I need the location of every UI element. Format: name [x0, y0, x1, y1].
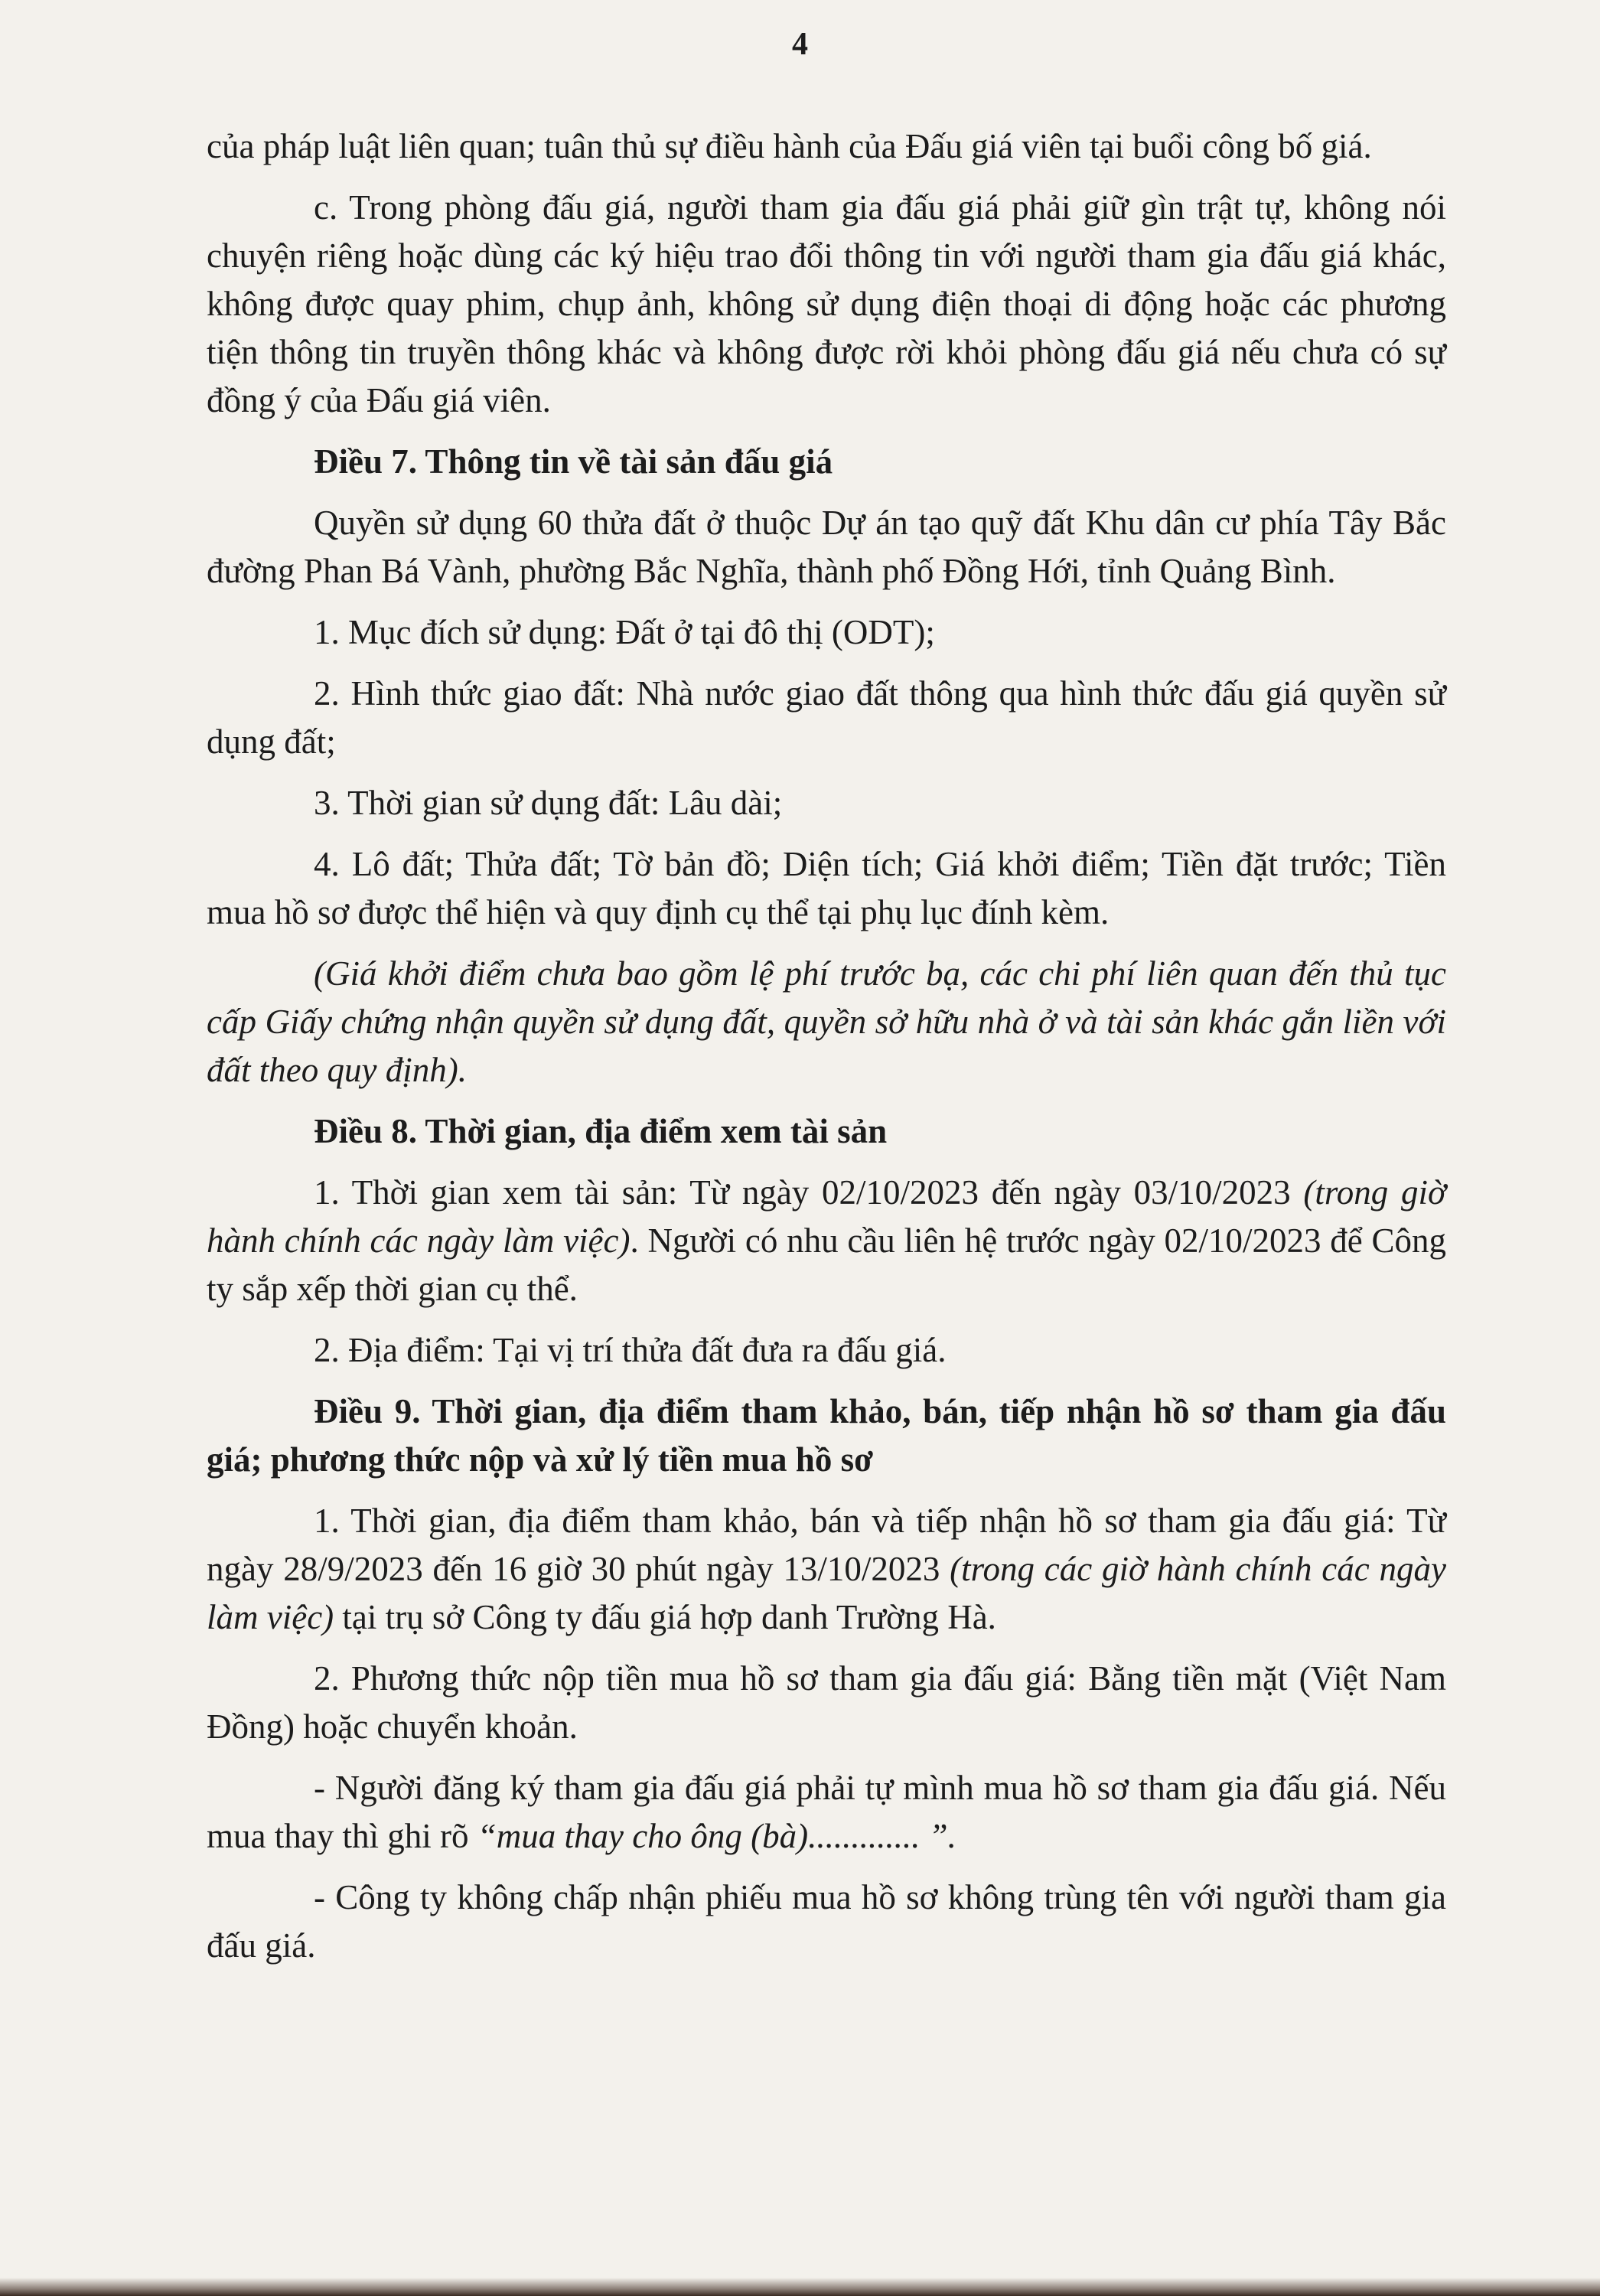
paragraph-continued: của pháp luật liên quan; tuân thủ sự điều hành của Đấu giá viên tại buổi công bố giá.	[207, 127, 1372, 165]
paragraph-lot-details: 4. Lô đất; Thửa đất; Tờ bản đồ; Diện tích; Giá khởi điểm; Tiền đặt trước; Tiền mua hồ sơ được thể hiện và quy định cụ thể tại phụ lục đính kèm.	[207, 845, 1446, 931]
article-9-heading: Điều 9. Thời gian, địa điểm tham khảo, bán, tiếp nhận hồ sơ tham gia đấu giá; phương thức nộp và xử lý tiền mua hồ sơ	[207, 1392, 1446, 1479]
self-purchase-text: - Người đăng ký tham gia đấu giá phải tự mình mua hồ sơ tham gia đấu giá. Nếu mua thay thì ghi rõ	[207, 1769, 1446, 1855]
paragraph-viewing-time	[207, 1169, 1446, 1313]
paragraph-payment-method: 2. Phương thức nộp tiền mua hồ sơ tham gia đấu giá: Bằng tiền mặt (Việt Nam Đồng) hoặc chuyển khoản.	[207, 1659, 1446, 1746]
dossier-time-text: 1. Thời gian, địa điểm tham khảo, bán và tiếp nhận hồ sơ tham gia đấu giá: Từ ngày 28/9/2023 đến 16 giờ 30 phút ngày 13/10/2023	[207, 1502, 1446, 1588]
article-8-heading: Điều 8. Thời gian, địa điểm xem tài sản	[314, 1112, 888, 1150]
paragraph-auction-room-rules: c. Trong phòng đấu giá, người tham gia đấu giá phải giữ gìn trật tự, không nói chuyện riêng hoặc dùng các ký hiệu trao đổi thông tin với người tham gia đấu giá khác, không được quay phim, chụp ảnh, không sử dụng điện thoại di động hoặc các phương tiện thông tin truyền thông khác và không được rời khỏi phòng đấu giá nếu chưa có sự đồng ý của Đấu giá viên.	[207, 188, 1446, 419]
self-purchase-quote: “mua thay cho ông (bà)............. ”.	[477, 1817, 956, 1855]
paragraph-land-use-term: 3. Thời gian sử dụng đất: Lâu dài;	[314, 784, 783, 822]
paragraph-land-allocation: 2. Hình thức giao đất: Nhà nước giao đất thông qua hình thức đấu giá quyền sử dụng đất;	[207, 674, 1446, 761]
dossier-time-place: tại trụ sở Công ty đấu giá hợp danh Trường Hà.	[334, 1598, 996, 1636]
viewing-time-text: 1. Thời gian xem tài sản: Từ ngày 02/10/2023 đến ngày 03/10/2023	[314, 1173, 1304, 1212]
paragraph-self-purchase	[207, 1764, 1446, 1861]
dossier-time-note: (trong các giờ hành chính các ngày làm việc)	[207, 1550, 1446, 1636]
paragraph-dossier-time	[207, 1497, 1446, 1642]
document-body	[207, 122, 1446, 1983]
article-7-heading: Điều 7. Thông tin về tài sản đấu giá	[314, 442, 833, 481]
paragraph-name-mismatch: - Công ty không chấp nhận phiếu mua hồ sơ không trùng tên với người tham gia đấu giá.	[207, 1878, 1446, 1965]
page-number: 4	[792, 27, 808, 62]
viewing-time-note: (trong giờ hành chính các ngày làm việc)	[207, 1173, 1446, 1260]
viewing-time-contact: . Người có nhu cầu liên hệ trước ngày 02/10/2023 để Công ty sắp xếp thời gian cụ thể.	[207, 1221, 1446, 1308]
paragraph-price-note: (Giá khởi điểm chưa bao gồm lệ phí trước bạ, các chi phí liên quan đến thủ tục cấp Giấy chứng nhận quyền sử dụng đất, quyền sở hữu nhà ở và tài sản khác gắn liền với đất theo quy định).	[207, 954, 1446, 1089]
paragraph-viewing-location: 2. Địa điểm: Tại vị trí thửa đất đưa ra đấu giá.	[314, 1331, 947, 1369]
page-bottom-edge	[0, 2278, 1600, 2296]
paragraph-land-purpose: 1. Mục đích sử dụng: Đất ở tại đô thị (ODT);	[314, 613, 935, 651]
paragraph-asset-description: Quyền sử dụng 60 thửa đất ở thuộc Dự án tạo quỹ đất Khu dân cư phía Tây Bắc đường Phan Bá Vành, phường Bắc Nghĩa, thành phố Đồng Hới, tỉnh Quảng Bình.	[207, 504, 1446, 590]
